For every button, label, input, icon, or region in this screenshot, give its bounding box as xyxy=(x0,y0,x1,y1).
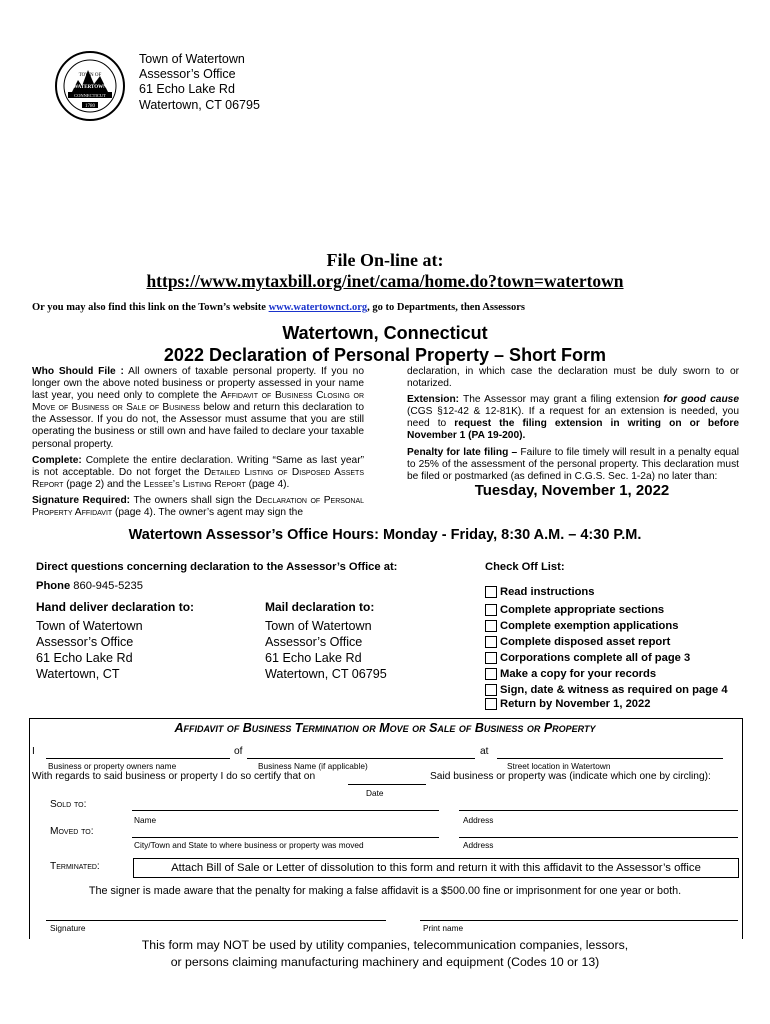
caption-date: Date xyxy=(366,788,384,798)
hand-line: 61 Echo Lake Rd xyxy=(36,651,133,665)
phone-number: 860-945-5235 xyxy=(70,580,143,592)
phone-label: Phone xyxy=(36,580,71,592)
business-name-line[interactable] xyxy=(247,758,475,759)
signature-line[interactable] xyxy=(46,920,386,921)
office-line: Watertown, CT 06795 xyxy=(139,97,260,112)
checklist-title: Check Off List: xyxy=(485,561,565,573)
affidavit-box xyxy=(29,718,743,939)
town-seal-logo xyxy=(54,50,126,122)
caption-signature: Signature xyxy=(50,923,86,933)
print-name-line[interactable] xyxy=(420,920,738,921)
form-title-town: Watertown, Connecticut xyxy=(282,323,488,343)
seal-year: 1780 xyxy=(85,104,95,109)
terminated-label[interactable]: Terminated: xyxy=(50,861,100,872)
who-text: All owners of taxable personal property. If you no longer own the above noted business or property assessed in your name last year, you need only to complete the xyxy=(32,366,364,402)
signature-ref: Declaration of Personal Property Affidavit xyxy=(32,494,365,519)
check-item[interactable] xyxy=(485,586,595,598)
mail-line: Assessor’s Office xyxy=(265,635,363,649)
hand-line: Assessor’s Office xyxy=(36,635,134,649)
circling-text: Said business or property was (indicate which one by circling): xyxy=(430,771,711,782)
instructions-right xyxy=(407,366,739,487)
extension-label: Extension: xyxy=(407,394,460,406)
office-line: Assessor’s Office xyxy=(139,67,236,82)
check-label: Corporations complete all of page 3 xyxy=(500,652,691,664)
checkbox[interactable] xyxy=(485,586,497,598)
checkbox[interactable] xyxy=(485,636,497,648)
hand-deliver-address xyxy=(36,618,143,682)
office-hours: Watertown Assessor’s Office Hours: Monday - Friday, 8:30 A.M. – 4:30 P.M. xyxy=(128,527,642,543)
penalty-text: Failure to file timely will result in a penalty equal to 25% of the assessment of the personal property. This declaration must be filed or postmarked (as defined in C.G.S. Sec. 1-2a) no later than: xyxy=(407,446,739,482)
complete-text-3: (page 4). xyxy=(245,478,290,490)
owner-name-line[interactable] xyxy=(46,758,230,759)
office-line: 61 Echo Lake Rd xyxy=(139,82,235,97)
check-label: Read instructions xyxy=(500,586,595,598)
caption-address-2: Address xyxy=(463,840,494,850)
complete-text: Complete the entire declaration. Writing “Same as last year” is not acceptable. Do not forget the xyxy=(32,454,364,478)
terminated-instructions: Attach Bill of Sale or Letter of dissolution to this form and return it with this affidavit to the Assessor’s office xyxy=(133,858,739,878)
instructions-left xyxy=(32,366,364,523)
website-note xyxy=(32,302,525,313)
extension-deadline: request the filing extension in writing on or before November 1 (PA 19-200). xyxy=(407,418,739,442)
caption-print-name: Print name xyxy=(423,923,464,933)
check-item[interactable] xyxy=(485,698,650,710)
caption-business: Business Name (if applicable) xyxy=(258,761,368,771)
online-title: File On-line at: xyxy=(326,250,444,270)
date-line[interactable] xyxy=(348,784,426,785)
affidavit-at: at xyxy=(480,746,489,757)
check-item[interactable] xyxy=(485,652,690,664)
extension-text-2: (CGS §12-42 & 12-81K). If a request for an extension is needed, you need to xyxy=(407,406,739,430)
seal-text-state: CONNECTICUT xyxy=(74,93,106,98)
checkbox[interactable] xyxy=(485,604,497,616)
checkbox[interactable] xyxy=(485,668,497,680)
online-url-link[interactable]: https://www.mytaxbill.org/inet/cama/home.do?town=watertown xyxy=(146,271,624,291)
check-item[interactable] xyxy=(485,636,670,648)
signature-label: Signature Required: xyxy=(32,494,131,506)
checkbox[interactable] xyxy=(485,684,497,696)
regards-text: With regards to said business or property I do so certify that on xyxy=(32,771,316,782)
complete-text-2: (page 2) and the xyxy=(63,478,144,490)
check-item[interactable] xyxy=(485,620,678,632)
seal-text-name: WATERTOWN xyxy=(73,85,107,90)
moved-address-line[interactable] xyxy=(459,837,738,838)
who-affidavit-ref: Affidavit of Business Closing or Move of Business or Sale of Business xyxy=(32,390,364,414)
sold-name-line[interactable] xyxy=(132,810,439,811)
street-location-line[interactable] xyxy=(497,758,723,759)
caption-city: City/Town and State to where business or property was moved xyxy=(134,840,364,850)
hand-line: Watertown, CT xyxy=(36,667,120,681)
check-label: Sign, date & witness as required on page 4 xyxy=(500,684,728,696)
who-text-2: below and return this declaration to the Assessor. If you do not, the Assessor must assume that you are still operating the business or still own and have failed to declare your taxable personal property. xyxy=(32,402,364,450)
caption-owner: Business or property owners name xyxy=(48,761,177,771)
complete-label: Complete: xyxy=(32,454,82,466)
signature-text: The owners shall sign the xyxy=(130,494,256,506)
website-note-suffix: , go to Departments, then Assessors xyxy=(367,302,525,313)
false-affidavit-penalty: The signer is made aware that the penalty for making a false affidavit is a $500.00 fine or imprisonment for one year or both. xyxy=(88,885,682,897)
checkbox[interactable] xyxy=(485,652,497,664)
who-label: Who Should File : xyxy=(32,366,124,377)
extension-good-cause: for good cause xyxy=(663,394,739,406)
direct-questions: Direct questions concerning declaration to the Assessor’s Office at: xyxy=(36,561,398,573)
footer-line-2: or persons claiming manufacturing machinery and equipment (Codes 10 or 13) xyxy=(170,954,600,969)
caption-address: Address xyxy=(463,815,494,825)
check-item[interactable] xyxy=(485,668,656,680)
signature-text-2: (page 4). The owner’s agent may sign the xyxy=(112,507,304,519)
caption-name: Name xyxy=(134,815,157,825)
moved-to-label[interactable]: Moved to: xyxy=(50,826,94,837)
check-label: Return by November 1, 2022 xyxy=(500,698,651,710)
declaration-text: declaration, in which case the declaration must be duly sworn to or notarized. xyxy=(407,366,739,390)
office-address xyxy=(139,52,260,113)
footer-line-1: This form may NOT be used by utility companies, telecommunication companies, lessors, xyxy=(141,938,629,952)
check-label: Make a copy for your records xyxy=(500,668,657,680)
hand-line: Town of Watertown xyxy=(36,619,143,633)
check-label: Complete appropriate sections xyxy=(500,604,665,616)
form-title-main: 2022 Declaration of Personal Property – Short Form xyxy=(163,345,607,365)
check-item[interactable] xyxy=(485,604,664,616)
checkbox[interactable] xyxy=(485,698,497,710)
website-note-prefix: Or you may also find this link on the Town’s website xyxy=(32,302,269,313)
affidavit-of: of xyxy=(234,746,243,757)
extension-text: The Assessor may grant a filing extension xyxy=(459,394,664,406)
mail-label: Mail declaration to: xyxy=(265,600,375,614)
hand-deliver-label: Hand deliver declaration to: xyxy=(36,600,195,614)
checkbox[interactable] xyxy=(485,620,497,632)
penalty-label: Penalty for late filing – xyxy=(407,446,518,458)
complete-ref-2: Lessee’s Listing Report xyxy=(143,478,246,490)
affidavit-i: I xyxy=(32,746,35,757)
office-line: Town of Watertown xyxy=(139,52,245,66)
town-website-link[interactable]: www.watertownct.org xyxy=(268,302,368,313)
check-item[interactable] xyxy=(485,684,728,696)
moved-city-line[interactable] xyxy=(132,837,439,838)
sold-to-label[interactable]: Sold to: xyxy=(50,799,87,810)
due-date: Tuesday, November 1, 2022 xyxy=(474,482,670,499)
complete-ref-1: Detailed Listing of Disposed Assets Report xyxy=(32,466,364,490)
seal-text-top: TOWN OF xyxy=(78,73,102,78)
footer-note xyxy=(0,937,770,970)
check-label: Complete disposed asset report xyxy=(500,636,671,648)
phone xyxy=(36,580,143,592)
mail-line: 61 Echo Lake Rd xyxy=(265,651,362,665)
mail-line: Watertown, CT 06795 xyxy=(265,667,387,681)
affidavit-title: Affidavit of Business Termination or Move or Sale of Business or Property xyxy=(174,721,596,735)
caption-street: Street location in Watertown xyxy=(507,761,611,771)
mail-address xyxy=(265,618,387,682)
sold-address-line[interactable] xyxy=(459,810,738,811)
check-label: Complete exemption applications xyxy=(500,620,679,632)
mail-line: Town of Watertown xyxy=(265,619,372,633)
